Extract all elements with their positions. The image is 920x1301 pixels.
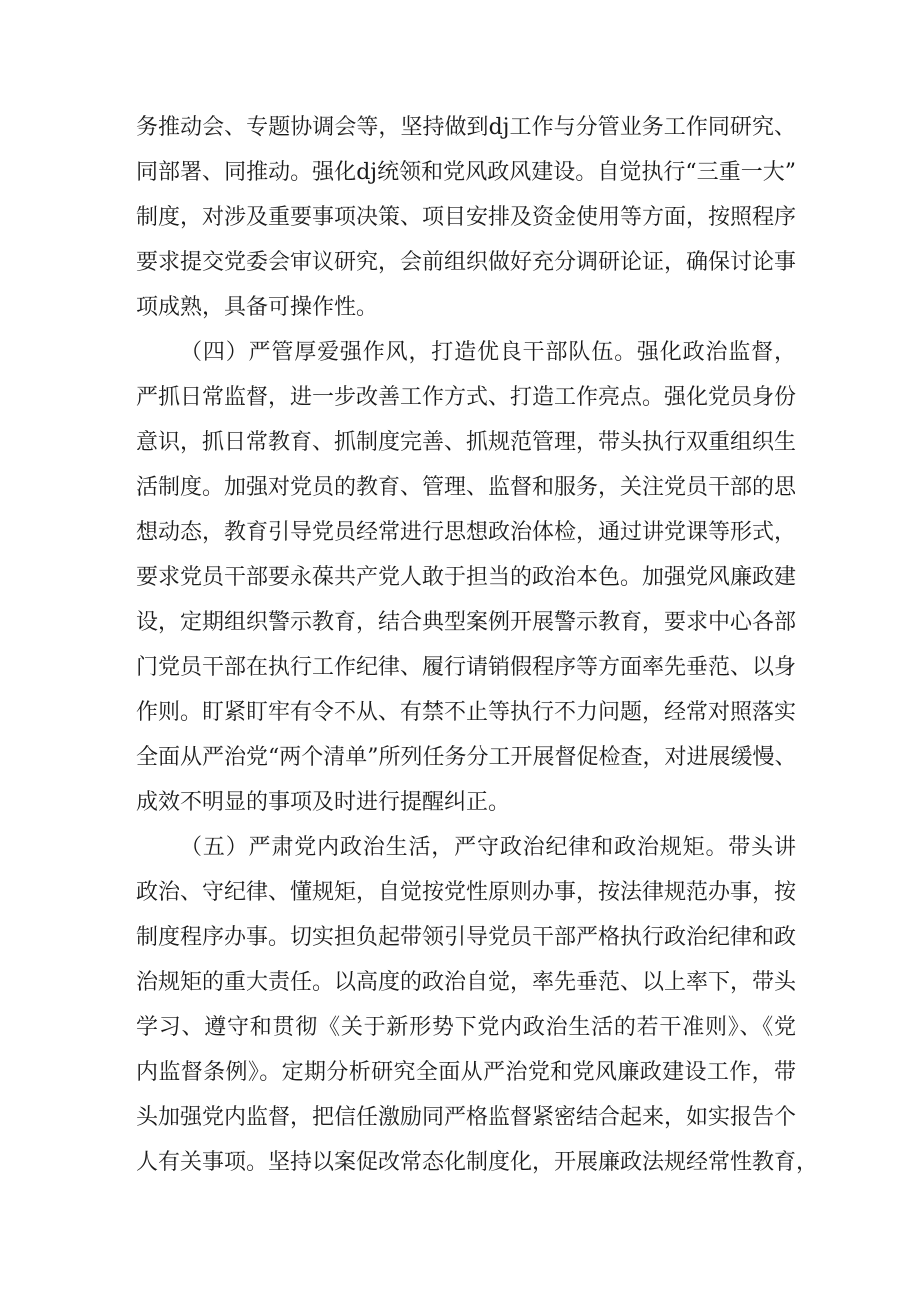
text-line-18: 政治、守纪律、懂规矩，自觉按党性原则办事，按法律规范办事，按 — [136, 880, 797, 905]
text-line-9: 活制度。加强对党员的教育、管理、监督和服务，关注党员干部的思 — [136, 475, 797, 500]
text-line-15: 全面从严治党“两个清单”所列任务分工开展督促检查，对进展缓慢、 — [136, 745, 797, 770]
text-line-3: 制度，对涉及重要事项决策、项目安排及资金使用等方面，按照程序 — [136, 205, 797, 230]
text-line-2: 同部署、同推动。强化dj统领和党风政风建设。自觉执行“三重一大” — [136, 160, 796, 185]
text-line-16: 成效不明显的事项及时进行提醒纠正。 — [136, 790, 511, 815]
section-four-heading-line: （四）严管厚爱强作风，打造优良干部队伍。强化政治监督， — [180, 340, 796, 365]
section-five-heading-line: （五）严肃党内政治生活，严守政治纪律和政治规矩。带头讲 — [180, 835, 796, 860]
text-line-21: 学习、遵守和贯彻《关于新形势下党内政治生活的若干准则》、《党 — [136, 1015, 796, 1040]
text-line-7: 严抓日常监督，进一步改善工作方式、打造工作亮点。强化党员身份 — [136, 385, 797, 410]
text-line-1: 务推动会、专题协调会等，坚持做到dj工作与分管业务工作同研究、 — [136, 115, 796, 140]
text-line-24: 人有关事项。坚持以案促改常态化制度化，开展廉政法规经常性教育， — [136, 1150, 819, 1175]
text-line-19: 制度程序办事。切实担负起带领引导党员干部严格执行政治纪律和政 — [136, 925, 797, 950]
text-line-10: 想动态，教育引导党员经常进行思想政治体检，通过讲党课等形式， — [136, 520, 797, 545]
text-line-5: 项成熟，具备可操作性。 — [136, 295, 379, 320]
text-line-14: 作则。盯紧盯牢有令不从、有禁不止等执行不力问题，经常对照落实 — [136, 700, 797, 725]
text-line-13: 门党员干部在执行工作纪律、履行请销假程序等方面率先垂范、以身 — [136, 655, 797, 680]
text-line-12: 设，定期组织警示教育，结合典型案例开展警示教育，要求中心各部 — [136, 610, 797, 635]
text-line-22: 内监督条例》。定期分析研究全面从严治党和党风廉政建设工作，带 — [136, 1060, 796, 1085]
text-line-20: 治规矩的重大责任。以高度的政治自觉，率先垂范、以上率下，带头 — [136, 970, 797, 995]
text-line-11: 要求党员干部要永葆共产党人敢于担当的政治本色。加强党风廉政建 — [136, 565, 797, 590]
text-line-4: 要求提交党委会审议研究，会前组织做好充分调研论证，确保讨论事 — [136, 250, 797, 275]
text-line-8: 意识，抓日常教育、抓制度完善、抓规范管理，带头执行双重组织生 — [136, 430, 797, 455]
text-line-23: 头加强党内监督，把信任激励同严格监督紧密结合起来，如实报告个 — [136, 1105, 797, 1130]
